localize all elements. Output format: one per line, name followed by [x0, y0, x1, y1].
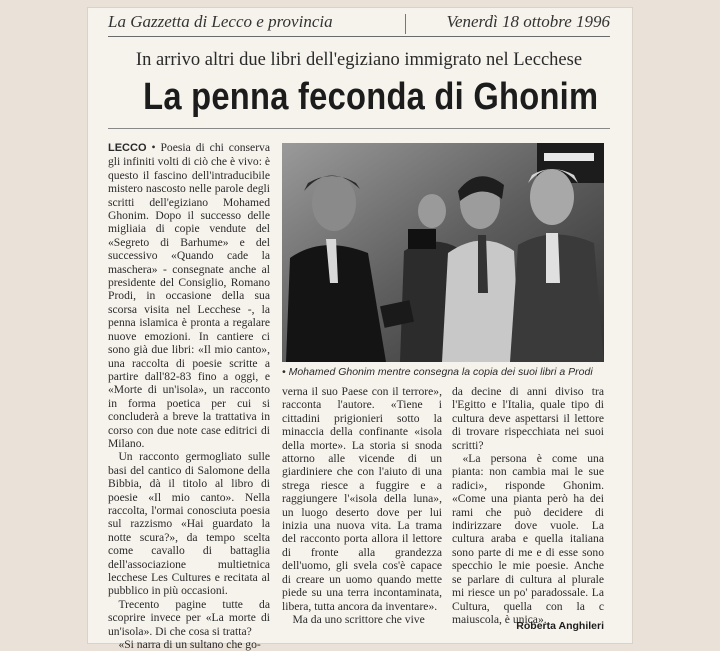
dateline: LECCO	[108, 142, 147, 154]
paragraph	[108, 141, 270, 450]
paragraph: Un racconto germogliato sulle basi del cantico di Salomone della Bibbia, dà il titolo al libro di poesie «Il mio canto». Nella raccolta, l'ormai conosciuta poesia sul razzismo «Hai guardato la notte scura?», da tempo scelta come cavallo di battaglia dell'associazione multietnica lecchese Les Cultures e recitata al pubblico in più occasioni.	[108, 450, 270, 598]
article-column-1	[108, 141, 270, 651]
paragraph: Ma da uno scrittore che vive	[292, 612, 425, 626]
headline-rule	[108, 128, 610, 129]
paragraph: «La persona è come una pianta: non cambia mai le sue radici», risponde Ghonim. «Come una pianta però ha dei rami che può decidere di indirizzare dove vuole. La cultura araba e quella italiana sono parte di me e di esse sono specchio le mie poesie. Anche se parlare di cultura al plurale mi riesce un po' paradossale. La Cultura, quella con la c maiuscola, è unica».	[452, 452, 604, 626]
paragraph: «Si narra di un sultano che go-	[118, 638, 261, 651]
article-kicker: In arrivo altri due libri dell'egiziano immigrato nel Lecchese	[135, 50, 583, 70]
article-column-2	[282, 385, 442, 626]
paragraph: da decine di anni diviso tra l'Egitto e l'Italia, quale tipo di cultura deve aspettarsi il lettore di trovare rispecchiata nei suoi scritti?	[452, 385, 604, 452]
paragraph: Trecento pagine tutte da scoprire invece per «La morte di un'isola». Di che cosa si tratta?	[108, 597, 270, 638]
photo-image	[282, 143, 604, 362]
article-byline: Roberta Anghileri	[516, 620, 604, 632]
article-column-3	[452, 385, 604, 626]
publication-date: Venerdì 18 ottobre 1996	[446, 12, 610, 31]
article-headline: La penna feconda di Ghonim	[143, 76, 599, 118]
masthead	[108, 12, 610, 37]
publication-name: La Gazzetta di Lecco e provincia	[108, 12, 333, 31]
masthead-divider	[405, 14, 406, 34]
article-photo	[282, 143, 604, 362]
paragraph: verna il suo Paese con il terrore», racconta l'autore. «Tiene i cittadini prigionieri sotto la minaccia della confinante «isola della morte». La storia si snoda attorno alle vicende di un giardiniere che con l'aiuto di una strega riesce a fuggire e a raggiungere l'«isola della luna», un luogo deserto dove per lui inizia una nuova vita. La trama del racconto porta allora il lettore di fronte alla grandezza dell'uomo, gli svela cos'è capace di creare un uomo quando mette piede su una terra incontaminata, libera, tutta ancora da inventare».	[282, 385, 442, 613]
paragraph-text: • Poesia di chi conserva gli infiniti volti di ciò che è vivo: è questo il fascino dell'intraducibile mistero nascosto nelle parole degli scritti dell'egiziano Mohamed Ghonim. Dopo il successo delle migliaia di copie vendute del «Segreto di Barhume» e del successivo «Quando cade la maschera» - consegnate anche al presidente del Consiglio, Romano Prodi, in occasione della sua scorsa visita nel Lecchese -, la penna islamica è pronta a regalare nuove emozioni. In cantiere ci sono già due libri: «Il mio canto», una raccolta di poesie scritte a partire dall'82-83 fino a oggi, e «Morte di un'isola», un racconto in forma poetica per cui si concluderà a breve la trattativa in corso con due note case editrici di Milano.	[108, 141, 270, 450]
photo-caption: • Mohamed Ghonim mentre consegna la copia dei suoi libri a Prodi	[282, 366, 593, 378]
